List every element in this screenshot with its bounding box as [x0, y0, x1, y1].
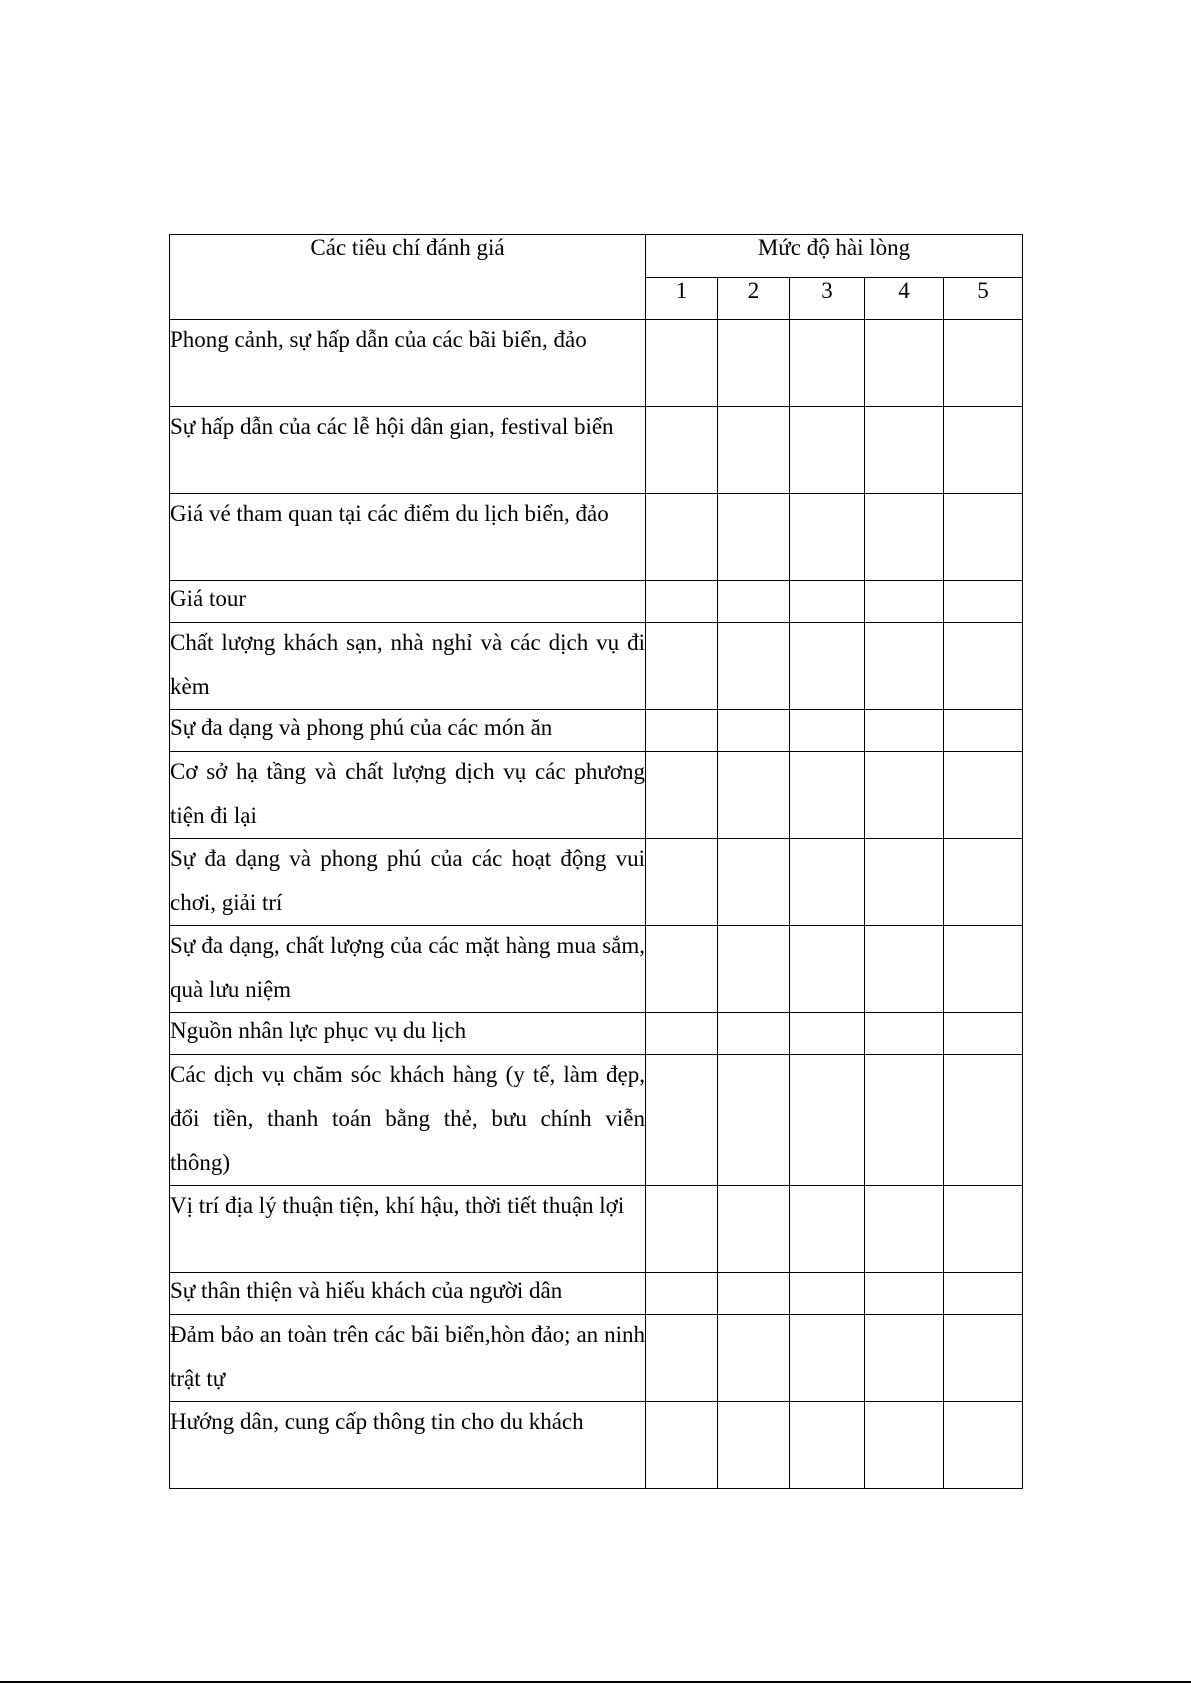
rating-cell[interactable]: [944, 1273, 1023, 1315]
criterion-cell: [170, 1273, 646, 1315]
criterion-cell: [170, 407, 646, 494]
rating-cell[interactable]: [718, 581, 790, 623]
rating-cell[interactable]: [865, 494, 944, 581]
rating-cell[interactable]: [790, 581, 865, 623]
table-row: [170, 581, 1023, 623]
satisfaction-header: Mức độ hài lòng: [646, 235, 1023, 278]
criterion-text: Phong cảnh, sự hấp dẫn của các bãi biển, đảo: [170, 327, 587, 352]
criterion-cell: [170, 1186, 646, 1273]
rating-cell[interactable]: [944, 1186, 1023, 1273]
rating-cell[interactable]: [718, 623, 790, 710]
rating-cell[interactable]: [646, 839, 718, 926]
criterion-cell: [170, 581, 646, 623]
rating-cell[interactable]: [718, 407, 790, 494]
table-row: [170, 710, 1023, 752]
rating-cell[interactable]: [865, 1402, 944, 1489]
criterion-text: Sự hấp dẫn của các lễ hội dân gian, festival biển: [170, 414, 614, 439]
rating-cell[interactable]: [646, 1055, 718, 1186]
rating-cell[interactable]: [790, 320, 865, 407]
rating-cell[interactable]: [865, 1315, 944, 1402]
criterion-cell: [170, 623, 646, 710]
rating-cell[interactable]: [718, 926, 790, 1013]
rating-cell[interactable]: [790, 1013, 865, 1055]
rating-cell[interactable]: [646, 320, 718, 407]
table-row: [170, 839, 1023, 926]
table-row: [170, 1402, 1023, 1489]
rating-cell[interactable]: [865, 1013, 944, 1055]
criterion-cell: [170, 1055, 646, 1186]
rating-cell[interactable]: [718, 1013, 790, 1055]
table-row: [170, 1055, 1023, 1186]
rating-cell[interactable]: [944, 494, 1023, 581]
rating-cell[interactable]: [646, 710, 718, 752]
criterion-text: Hướng dân, cung cấp thông tin cho du khách: [170, 1409, 584, 1434]
rating-cell[interactable]: [944, 839, 1023, 926]
rating-cell[interactable]: [944, 1013, 1023, 1055]
rating-cell[interactable]: [646, 494, 718, 581]
table-row: [170, 752, 1023, 839]
rating-cell[interactable]: [718, 752, 790, 839]
table-row: [170, 1013, 1023, 1055]
satisfaction-survey-table: [169, 234, 1023, 1489]
rating-cell[interactable]: [646, 581, 718, 623]
rating-cell[interactable]: [865, 623, 944, 710]
criterion-text: Chất lượng khách sạn, nhà nghỉ và các dịch vụ đi kèm: [170, 630, 645, 699]
rating-cell[interactable]: [944, 407, 1023, 494]
rating-cell[interactable]: [718, 1055, 790, 1186]
rating-cell[interactable]: [646, 1186, 718, 1273]
scale-1: 1: [646, 277, 718, 320]
table-row: [170, 623, 1023, 710]
rating-cell[interactable]: [718, 1186, 790, 1273]
table-row: [170, 1186, 1023, 1273]
rating-cell[interactable]: [646, 1013, 718, 1055]
rating-cell[interactable]: [944, 1315, 1023, 1402]
rating-cell[interactable]: [944, 320, 1023, 407]
criterion-text: Vị trí địa lý thuận tiện, khí hậu, thời tiết thuận lợi: [170, 1193, 625, 1218]
criterion-text: Cơ sở hạ tầng và chất lượng dịch vụ các phương tiện đi lại: [170, 759, 645, 828]
rating-cell[interactable]: [865, 926, 944, 1013]
rating-cell[interactable]: [865, 710, 944, 752]
rating-cell[interactable]: [865, 1273, 944, 1315]
table-row: [170, 494, 1023, 581]
rating-cell[interactable]: [718, 320, 790, 407]
criterion-cell: [170, 1402, 646, 1489]
rating-cell[interactable]: [944, 1055, 1023, 1186]
rating-cell[interactable]: [646, 926, 718, 1013]
rating-cell[interactable]: [718, 1402, 790, 1489]
table-row: [170, 320, 1023, 407]
rating-cell[interactable]: [646, 623, 718, 710]
criterion-text: Giá tour: [170, 586, 247, 611]
criteria-header: Các tiêu chí đánh giá: [170, 235, 646, 320]
page-bottom-rule: [0, 1681, 1191, 1683]
criterion-text: Giá vé tham quan tại các điểm du lịch biển, đảo: [170, 501, 609, 526]
rating-cell[interactable]: [718, 494, 790, 581]
rating-cell[interactable]: [718, 1273, 790, 1315]
rating-cell[interactable]: [646, 1315, 718, 1402]
rating-cell[interactable]: [944, 926, 1023, 1013]
rating-cell[interactable]: [865, 407, 944, 494]
rating-cell[interactable]: [790, 494, 865, 581]
header-row: [170, 235, 1023, 278]
table-row: [170, 926, 1023, 1013]
rating-cell[interactable]: [865, 581, 944, 623]
scale-3: 3: [790, 277, 865, 320]
criterion-cell: [170, 926, 646, 1013]
rating-cell[interactable]: [790, 1402, 865, 1489]
criterion-cell: [170, 1013, 646, 1055]
table-row: [170, 1315, 1023, 1402]
criterion-text: Sự thân thiện và hiếu khách của người dân: [170, 1278, 563, 1303]
rating-cell[interactable]: [865, 320, 944, 407]
rating-cell[interactable]: [646, 1273, 718, 1315]
rating-cell[interactable]: [944, 623, 1023, 710]
table-row: [170, 1273, 1023, 1315]
criterion-text: Đảm bảo an toàn trên các bãi biển,hòn đảo; an ninh trật tự: [170, 1322, 645, 1391]
criterion-cell: [170, 752, 646, 839]
rating-cell[interactable]: [790, 623, 865, 710]
rating-cell[interactable]: [646, 752, 718, 839]
rating-cell[interactable]: [944, 710, 1023, 752]
criterion-text: Sự đa dạng và phong phú của các hoạt động vui chơi, giải trí: [170, 846, 645, 915]
criterion-cell: [170, 320, 646, 407]
scale-5: 5: [944, 277, 1023, 320]
criterion-cell: [170, 710, 646, 752]
rating-cell[interactable]: [944, 581, 1023, 623]
rating-cell[interactable]: [790, 752, 865, 839]
rating-cell[interactable]: [944, 1402, 1023, 1489]
rating-cell[interactable]: [865, 1186, 944, 1273]
rating-cell[interactable]: [646, 407, 718, 494]
criterion-text: Các dịch vụ chăm sóc khách hàng (y tế, làm đẹp, đổi tiền, thanh toán bằng thẻ, bưu chính viễn thông): [170, 1062, 645, 1175]
table-row: [170, 407, 1023, 494]
rating-cell[interactable]: [865, 1055, 944, 1186]
rating-cell[interactable]: [865, 752, 944, 839]
rating-cell[interactable]: [790, 710, 865, 752]
rating-cell[interactable]: [790, 1315, 865, 1402]
rating-cell[interactable]: [865, 839, 944, 926]
criterion-cell: [170, 839, 646, 926]
rating-cell[interactable]: [944, 752, 1023, 839]
rating-cell[interactable]: [718, 1315, 790, 1402]
criterion-text: Sự đa dạng, chất lượng của các mặt hàng mua sắm, quà lưu niệm: [170, 933, 645, 1002]
rating-cell[interactable]: [718, 710, 790, 752]
scale-2: 2: [718, 277, 790, 320]
criterion-text: Nguồn nhân lực phục vụ du lịch: [170, 1018, 467, 1043]
criterion-text: Sự đa dạng và phong phú của các món ăn: [170, 715, 553, 740]
rating-cell[interactable]: [790, 1055, 865, 1186]
rating-cell[interactable]: [790, 839, 865, 926]
rating-cell[interactable]: [646, 1402, 718, 1489]
scale-4: 4: [865, 277, 944, 320]
rating-cell[interactable]: [790, 1273, 865, 1315]
rating-cell[interactable]: [790, 407, 865, 494]
rating-cell[interactable]: [790, 1186, 865, 1273]
rating-cell[interactable]: [718, 839, 790, 926]
criterion-cell: [170, 1315, 646, 1402]
rating-cell[interactable]: [790, 926, 865, 1013]
criterion-cell: [170, 494, 646, 581]
